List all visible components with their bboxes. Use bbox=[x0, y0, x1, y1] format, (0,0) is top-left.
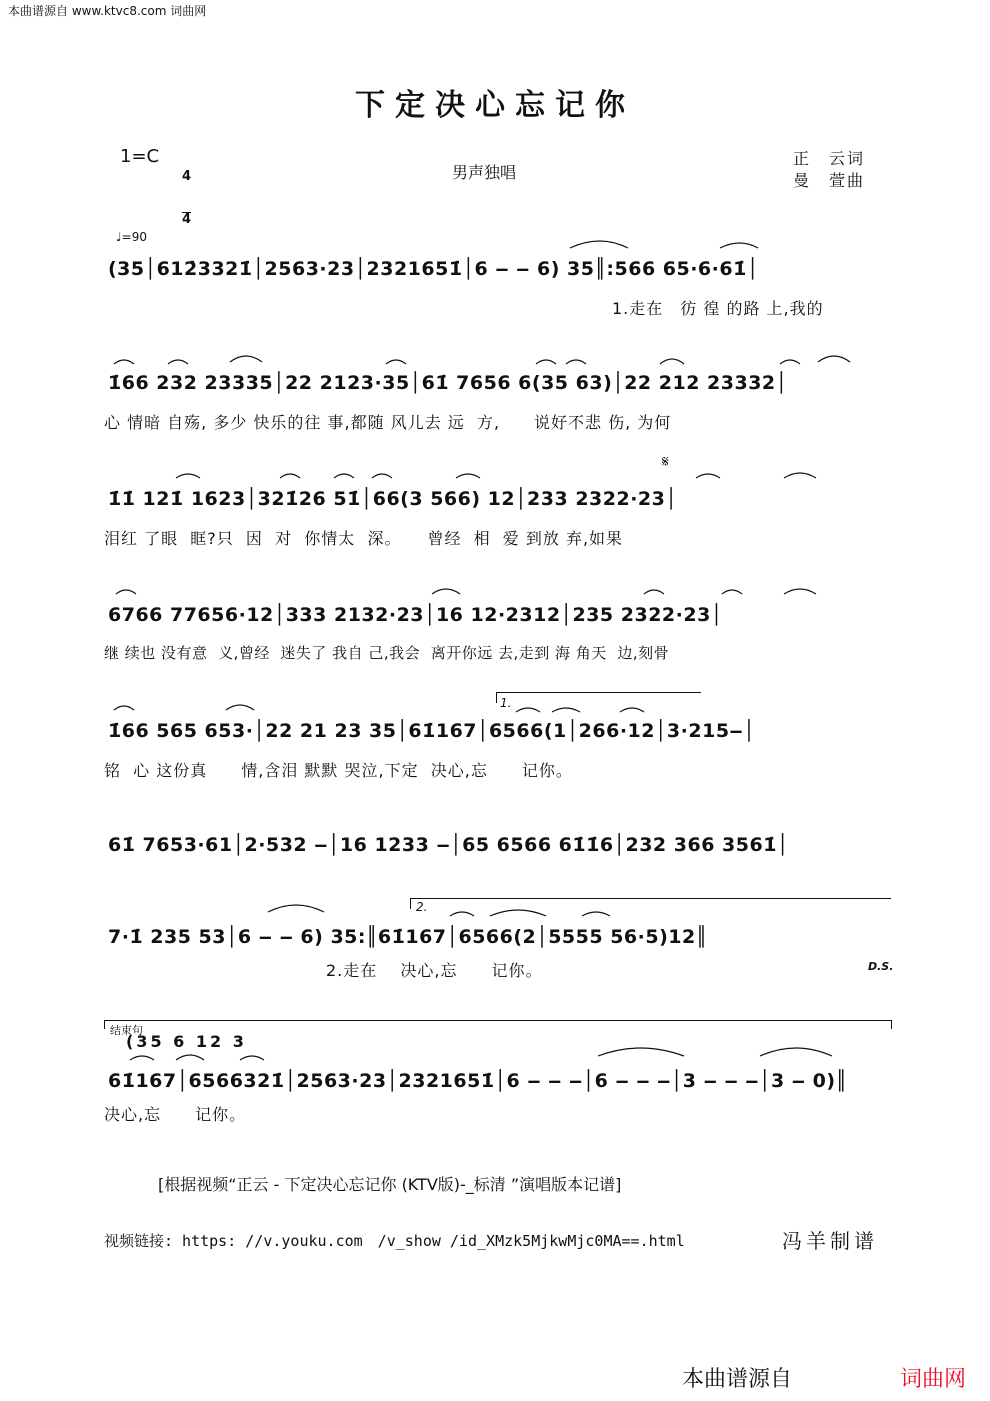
slur bbox=[516, 708, 540, 712]
slur bbox=[372, 474, 392, 478]
composer-credit: 曼 萱曲 bbox=[793, 171, 866, 190]
notation-row-3: 1̇1̇ 121̇ 1623│321̇26 51̇│66(3 566) 12│233 2322·23│ bbox=[108, 488, 678, 510]
slur bbox=[240, 1056, 264, 1060]
transcription-source-note: [根据视频“正云 - 下定决心忘记你 (KTV版)-_标清 ”演唱版本记谱] bbox=[158, 1175, 622, 1194]
slur bbox=[722, 590, 742, 594]
source-header: 本曲谱源自 www.ktvc8.com 词曲网 bbox=[8, 4, 207, 18]
slur bbox=[130, 1056, 154, 1060]
song-title: 下定决心忘记你 bbox=[355, 88, 635, 123]
slur bbox=[116, 590, 136, 594]
lyric-row-7: 2.走在 决心,忘 记你。 bbox=[326, 961, 543, 980]
slur bbox=[230, 356, 262, 362]
notation-row-1: (35│612̇3321̇│2563·23│2321651̇│6 ‒ ‒ 6) 35║:566 65·6·61̇│ bbox=[108, 258, 759, 280]
transcriber-signature: 冯羊制谱 bbox=[782, 1229, 878, 1253]
lyric-row-3: 泪红 了眼 眶?只 因 对 你情太 深。 曾经 相 爱 到放 弃,如果 bbox=[104, 529, 624, 548]
slur bbox=[114, 360, 134, 364]
lyric-row-8: 决心,忘 记你。 bbox=[104, 1105, 247, 1124]
slur bbox=[226, 705, 254, 710]
slur bbox=[784, 589, 816, 594]
ending-pickup-notes: (35 6 12 3 bbox=[126, 1032, 247, 1051]
slur bbox=[598, 1048, 684, 1056]
slur bbox=[450, 912, 474, 916]
slur bbox=[490, 910, 546, 916]
slur bbox=[114, 706, 134, 710]
dal-segno-mark: D.S. bbox=[868, 960, 894, 973]
notation-row-2: 1̇66 232 23335│22 2123·35│61̇ 7656 6(35 63)│22 212 23332│ bbox=[108, 372, 788, 394]
time-sig-top: 4 bbox=[182, 169, 192, 184]
performance-type: 男声独唱 bbox=[452, 163, 517, 182]
lyric-row-2: 心 情暗 自殇, 多少 快乐的往 事,都随 风儿去 远 方, 说好不悲 伤, 为何 bbox=[104, 413, 672, 432]
slur bbox=[570, 241, 628, 248]
slur bbox=[176, 474, 200, 478]
notation-row-8: 61̇167│6566321̇│2563·23│2321651̇│6 ‒ ‒ ‒│6 ‒ ‒ ‒│3 ‒ ‒ ‒│3 ‒ 0)║ bbox=[108, 1070, 848, 1092]
slur bbox=[536, 360, 556, 364]
slur bbox=[660, 359, 684, 364]
slur bbox=[582, 912, 610, 916]
notation-row-6: 61̇ 7653·61│2·532 ‒│16 1233 ‒│65 6566 61̇1̇6│232 366 3561̇│ bbox=[108, 834, 789, 856]
volta-2-label: 2. bbox=[416, 900, 428, 914]
slur bbox=[168, 360, 188, 364]
notation-row-4: 6766 77656·12│333 2132·23│16 12·2312│235 2322·23│ bbox=[108, 604, 723, 626]
slur bbox=[268, 905, 324, 912]
slur bbox=[280, 474, 300, 478]
slur bbox=[644, 590, 664, 594]
ending-label: 结束句 bbox=[110, 1024, 143, 1037]
video-link[interactable]: 视频链接: https: //v.youku.com /v_show /id_XMzk5MjkwMjc0MA==.html bbox=[104, 1232, 685, 1250]
slur bbox=[334, 474, 354, 478]
lyric-row-1: 1.走在 彷 徨 的路 上,我的 bbox=[612, 299, 824, 318]
slur bbox=[780, 360, 800, 364]
slur bbox=[620, 708, 644, 712]
slur bbox=[566, 360, 586, 364]
slur bbox=[818, 356, 850, 362]
slur bbox=[552, 708, 580, 712]
segno-sign: 𝄋 bbox=[662, 452, 669, 471]
footer-source-label: 本曲谱源自 bbox=[682, 1367, 793, 1392]
lyric-row-5: 铭 心 这份真 情,含泪 默默 哭泣,下定 决心,忘 记你。 bbox=[104, 761, 573, 780]
slur bbox=[720, 243, 758, 248]
slur bbox=[784, 473, 816, 478]
slur bbox=[456, 474, 480, 478]
notation-row-5: 1̇66 565 653·│22 21 23 35│61̇167│6566(1│266·12│3·215‒│ bbox=[108, 720, 756, 742]
slur bbox=[386, 360, 406, 364]
slur bbox=[760, 1048, 832, 1056]
slur bbox=[696, 474, 720, 478]
notation-row-7: 7·1̇ 235 53│6 ‒ ‒ 6) 35:║61̇167│6566(2│5555 56·5)12║ bbox=[108, 926, 708, 948]
footer-site-logo[interactable]: 词曲网 bbox=[900, 1367, 967, 1392]
key-signature: 1=C bbox=[120, 146, 160, 167]
lyric-row-4: 继 续也 没有意 义,曾经 迷失了 我自 己,我会 离开你远 去,走到 海 角天 边,刻骨 bbox=[104, 644, 670, 662]
slur bbox=[432, 589, 460, 594]
slur bbox=[176, 1055, 204, 1060]
lyricist-credit: 正 云词 bbox=[793, 149, 866, 168]
volta-1-label: 1. bbox=[500, 696, 512, 710]
tempo-mark: ♩=90 bbox=[116, 230, 147, 244]
time-sig-bottom: 4 bbox=[182, 212, 192, 227]
